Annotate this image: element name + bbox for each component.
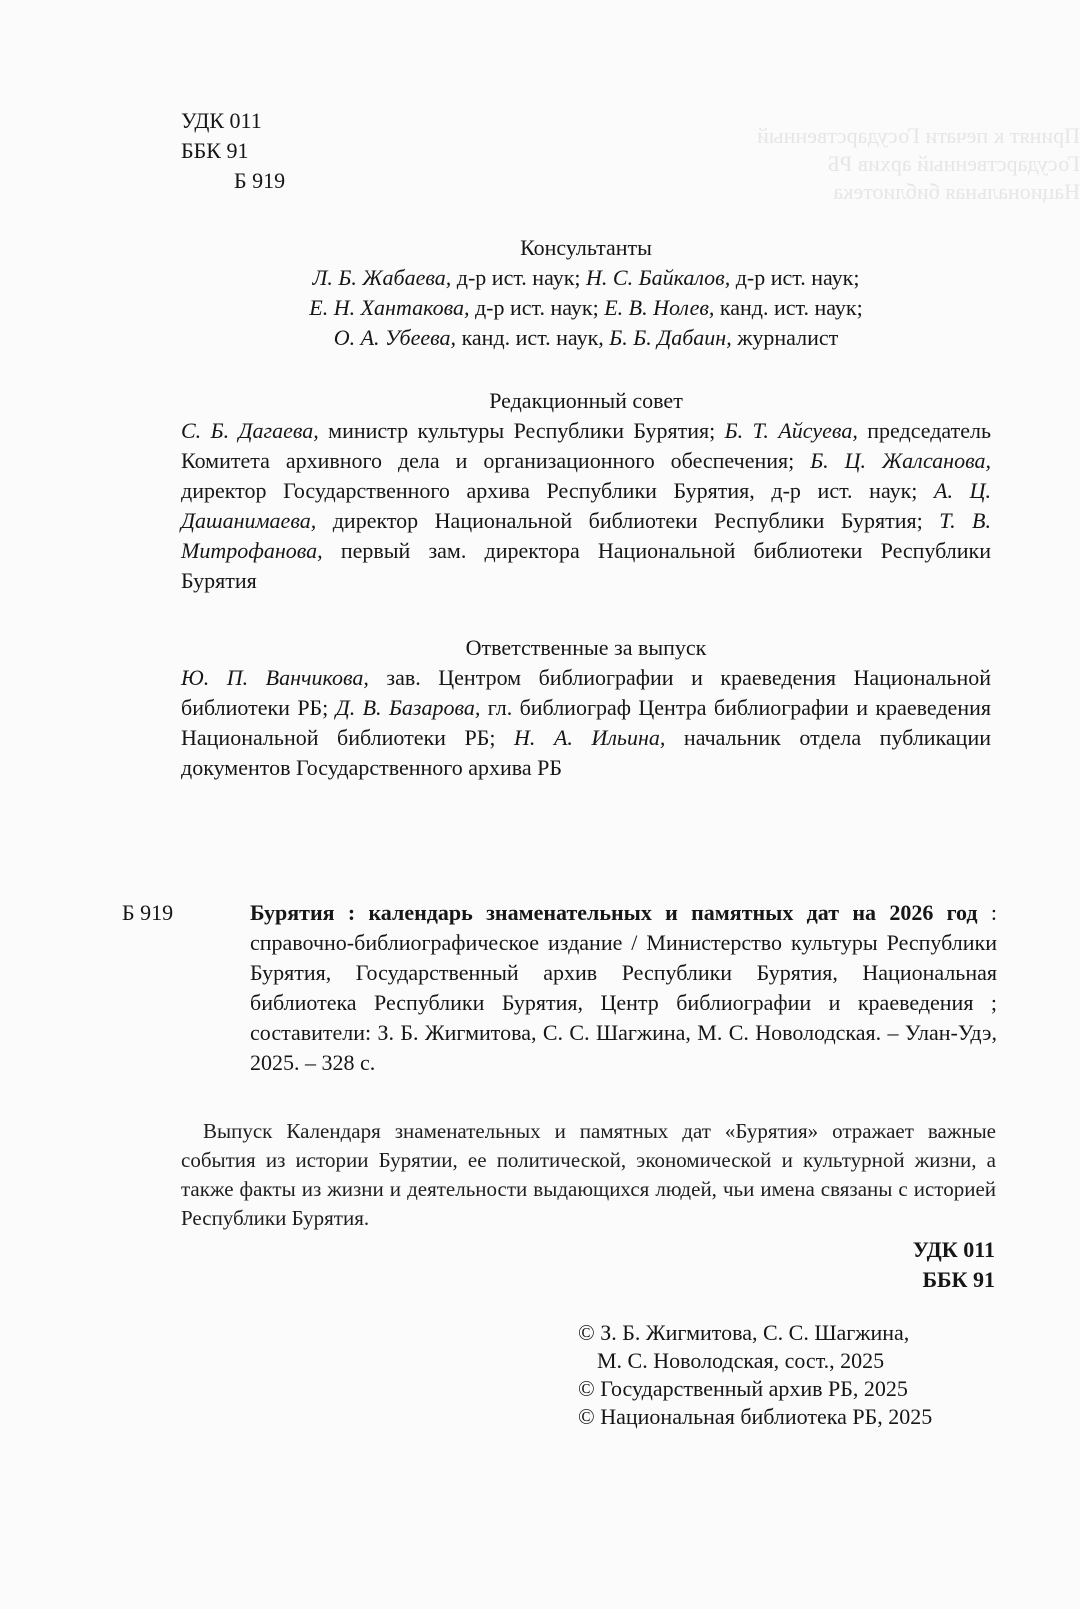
copyright-block: [578, 1319, 932, 1431]
role-text: первый зам. директора Национальной библиотеки Республики Бурятия: [181, 538, 991, 593]
responsible-heading: Ответственные за выпуск: [465, 635, 707, 660]
consultant-line: [181, 323, 991, 353]
role-text: канд. ист. наук,: [456, 325, 610, 350]
responsible-section: [181, 633, 991, 783]
consultants-section: [181, 233, 991, 353]
editorial-board-text: [181, 416, 991, 596]
role-text: д-р ист. наук;: [730, 265, 860, 290]
author-mark: Б 919: [234, 168, 286, 193]
classification-codes-top: [181, 106, 285, 196]
classification-codes-bottom: [913, 1235, 995, 1295]
consultant-line: [181, 263, 991, 293]
person-name: Б. Б. Дабаин,: [609, 325, 732, 350]
role-text: директор Национальной библиотеки Республики Бурятия;: [316, 508, 940, 533]
role-text: директор Государственного архива Республики Бурятия, д-р ист. наук;: [181, 478, 935, 503]
person-name: С. Б. Дагаева,: [181, 418, 319, 443]
person-name: А. Ц. Дашанимаева,: [181, 478, 991, 533]
record-text: [250, 898, 997, 1078]
udk-code: УДК 011: [181, 108, 262, 133]
consultant-line: [181, 293, 991, 323]
bbk-code-bottom: ББК 91: [922, 1267, 995, 1292]
copyright-line: © Государственный архив РБ, 2025: [578, 1376, 908, 1401]
consultants-heading: Консультанты: [520, 235, 652, 260]
role-text: д-р ист. наук;: [451, 265, 587, 290]
role-text: канд. ист. наук;: [714, 295, 863, 320]
copyright-line: © З. Б. Жигмитова, С. С. Шагжина,: [578, 1320, 910, 1345]
person-name: Б. Ц. Жалсанова,: [810, 448, 991, 473]
editorial-board-section: [181, 386, 991, 596]
bibliographic-record: [122, 898, 997, 1078]
udk-code-bottom: УДК 011: [912, 1237, 995, 1262]
person-name: Ю. П. Ванчикова,: [181, 665, 369, 690]
bleed-through-text: Принят к печати Государственный Государственный архив РБ Национальная библиотека: [757, 123, 1080, 204]
person-name: Н. С. Байкалов,: [586, 265, 731, 290]
editorial-board-heading: Редакционный совет: [489, 388, 683, 413]
record-code: Б 919: [122, 900, 174, 925]
person-name: Б. Т. Айсуева,: [724, 418, 858, 443]
bbk-code: ББК 91: [181, 138, 249, 163]
abstract-text: Выпуск Календаря знаменательных и памятных дат «Бурятия» отражает важные события из истории Бурятии, ее политической, экономической и культурной жизни, а также факты из жизни и деятельности выдающихся людей, чьи имена связаны с историей Республики Бурятия.: [181, 1119, 996, 1230]
person-name: О. А. Убеева,: [333, 325, 457, 350]
person-name: Т. В. Митрофанова,: [181, 508, 991, 563]
person-name: Д. В. Базарова,: [335, 695, 481, 720]
person-name: Е. В. Нолев,: [604, 295, 715, 320]
person-name: Е. Н. Хантакова,: [309, 295, 470, 320]
person-name: Н. А. Ильина,: [514, 725, 666, 750]
consultants-list: [181, 263, 991, 353]
copyright-line: © Национальная библиотека РБ, 2025: [578, 1404, 933, 1429]
person-name: Л. Б. Жабаева,: [312, 265, 452, 290]
record-title: Бурятия : календарь знаменательных и памятных дат на 2026 год: [250, 900, 978, 925]
role-text: начальник отдела публикации документов Государственного архива РБ: [181, 725, 992, 780]
role-text: министр культуры Республики Бурятия;: [318, 418, 725, 443]
copyright-line: М. С. Новолодская, сост., 2025: [597, 1348, 885, 1373]
role-text: журналист: [731, 325, 839, 350]
role-text: председатель Комитета архивного дела и организационного обеспечения;: [181, 418, 991, 473]
role-text: зав. Центром библиографии и краеведения Национальной библиотеки РБ;: [181, 665, 991, 720]
record-description: : справочно-библиографическое издание / Министерство культуры Республики Бурятия, Государственный архив Республики Бурятия, Национальная библиотека Республики Бурятия, Центр библиографии и краеведения ; составители: З. Б. Жигмитова, С. С. Шагжина, М. С. Новолодская. – Улан-Удэ, 2025. – 328 с.: [250, 900, 997, 1075]
responsible-text: [181, 663, 991, 783]
role-text: д-р ист. наук;: [469, 295, 605, 320]
role-text: гл. библиограф Центра библиографии и краеведения Национальной библиотеки РБ;: [181, 695, 991, 750]
